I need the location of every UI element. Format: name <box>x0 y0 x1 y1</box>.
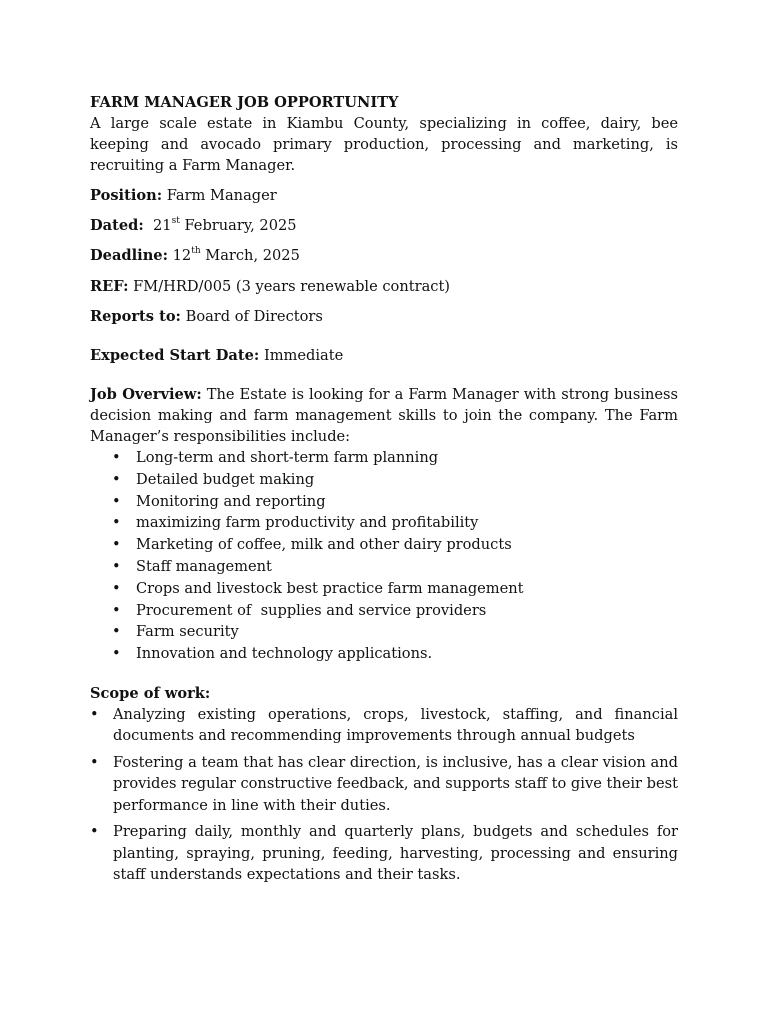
responsibility-item <box>90 643 678 665</box>
deadline-day-suffix: th <box>191 246 201 257</box>
responsibilities-list <box>90 447 678 665</box>
bullet-icon: • <box>112 645 121 663</box>
responsibility-text: Marketing of coffee, milk and other dairy products <box>136 536 512 554</box>
bullet-icon: • <box>112 623 121 641</box>
bullet-icon: • <box>112 492 121 510</box>
position-value: Farm Manager <box>166 187 277 204</box>
responsibility-text: Detailed budget making <box>136 470 315 488</box>
responsibility-item <box>90 512 678 534</box>
responsibility-text: Innovation and technology applications. <box>136 645 433 663</box>
bullet-icon: • <box>112 557 121 575</box>
dated-rest: February, 2025 <box>184 217 297 234</box>
scope-item <box>90 752 678 817</box>
responsibility-text: Staff management <box>136 557 272 575</box>
bullet-icon: • <box>112 536 121 554</box>
responsibility-item <box>90 621 678 643</box>
reports-to-value: Board of Directors <box>185 308 323 325</box>
reports-to-field <box>90 306 678 327</box>
scope-of-work-list <box>90 704 678 886</box>
responsibility-text: Crops and livestock best practice farm management <box>136 579 524 597</box>
reports-to-label: Reports to: <box>90 308 181 325</box>
dated-day: 21 <box>153 217 172 234</box>
position-field <box>90 185 678 206</box>
dated-field <box>90 215 678 236</box>
responsibility-item <box>90 578 678 600</box>
scope-item-text: Preparing daily, monthly and quarterly plans, budgets and schedules for planting, spraying, pruning, feeding, harvesting, processing and ensuring staff understands expectations and their tasks. <box>113 823 678 884</box>
ref-field <box>90 276 678 297</box>
bullet-icon: • <box>112 470 121 488</box>
responsibility-item <box>90 469 678 491</box>
dated-day-suffix: st <box>171 216 180 227</box>
responsibility-text: Procurement of supplies and service providers <box>136 601 487 619</box>
position-label: Position: <box>90 187 163 204</box>
bullet-icon: • <box>112 514 121 532</box>
start-date-field <box>90 345 678 366</box>
document-title: FARM MANAGER JOB OPPORTUNITY <box>90 94 399 111</box>
responsibility-text: Farm security <box>136 623 239 641</box>
responsibility-text: maximizing farm productivity and profitability <box>136 514 479 532</box>
start-date-label: Expected Start Date: <box>90 347 260 364</box>
deadline-label: Deadline: <box>90 247 168 264</box>
scope-item-text: Fostering a team that has clear direction, is inclusive, has a clear vision and provides regular constructive feedback, and supports staff to give their best performance in line with their duties. <box>113 753 678 814</box>
job-overview-label: Job Overview: <box>90 386 202 403</box>
responsibility-item <box>90 600 678 622</box>
start-date-value: Immediate <box>263 347 344 364</box>
intro-paragraph: A large scale estate in Kiambu County, specializing in coffee, dairy, bee keeping and avocado primary production, processing and marketing, is recruiting a Farm Manager. <box>90 115 678 174</box>
bullet-icon: • <box>112 449 121 466</box>
scope-of-work-heading: Scope of work: <box>90 684 211 702</box>
job-posting-document <box>90 92 678 886</box>
responsibility-text: Monitoring and reporting <box>136 492 326 510</box>
dated-label: Dated: <box>90 217 144 234</box>
scope-item-text: Analyzing existing operations, crops, livestock, staffing, and financial documents and recommending improvements through annual budgets <box>113 705 678 745</box>
bullet-icon: • <box>90 823 99 841</box>
bullet-icon: • <box>112 579 121 597</box>
responsibility-item <box>90 447 678 469</box>
job-overview-text: The Estate is looking for a Farm Manager with strong business decision making and farm management skills to join the company. The Farm Manager’s responsibilities include: <box>90 386 679 445</box>
scope-item <box>90 821 678 886</box>
job-overview-paragraph <box>90 384 678 447</box>
bullet-icon: • <box>90 705 99 723</box>
bullet-icon: • <box>90 753 99 771</box>
scope-item <box>90 704 678 747</box>
deadline-day: 12 <box>172 247 192 264</box>
ref-label: REF: <box>90 278 129 295</box>
responsibility-item <box>90 491 678 513</box>
responsibility-text: Long-term and short-term farm planning <box>136 449 439 466</box>
responsibility-item <box>90 556 678 578</box>
responsibility-item <box>90 534 678 556</box>
deadline-field <box>90 245 678 266</box>
bullet-icon: • <box>112 601 121 619</box>
deadline-rest: March, 2025 <box>205 247 300 264</box>
ref-value: FM/HRD/005 (3 years renewable contract) <box>133 278 450 295</box>
